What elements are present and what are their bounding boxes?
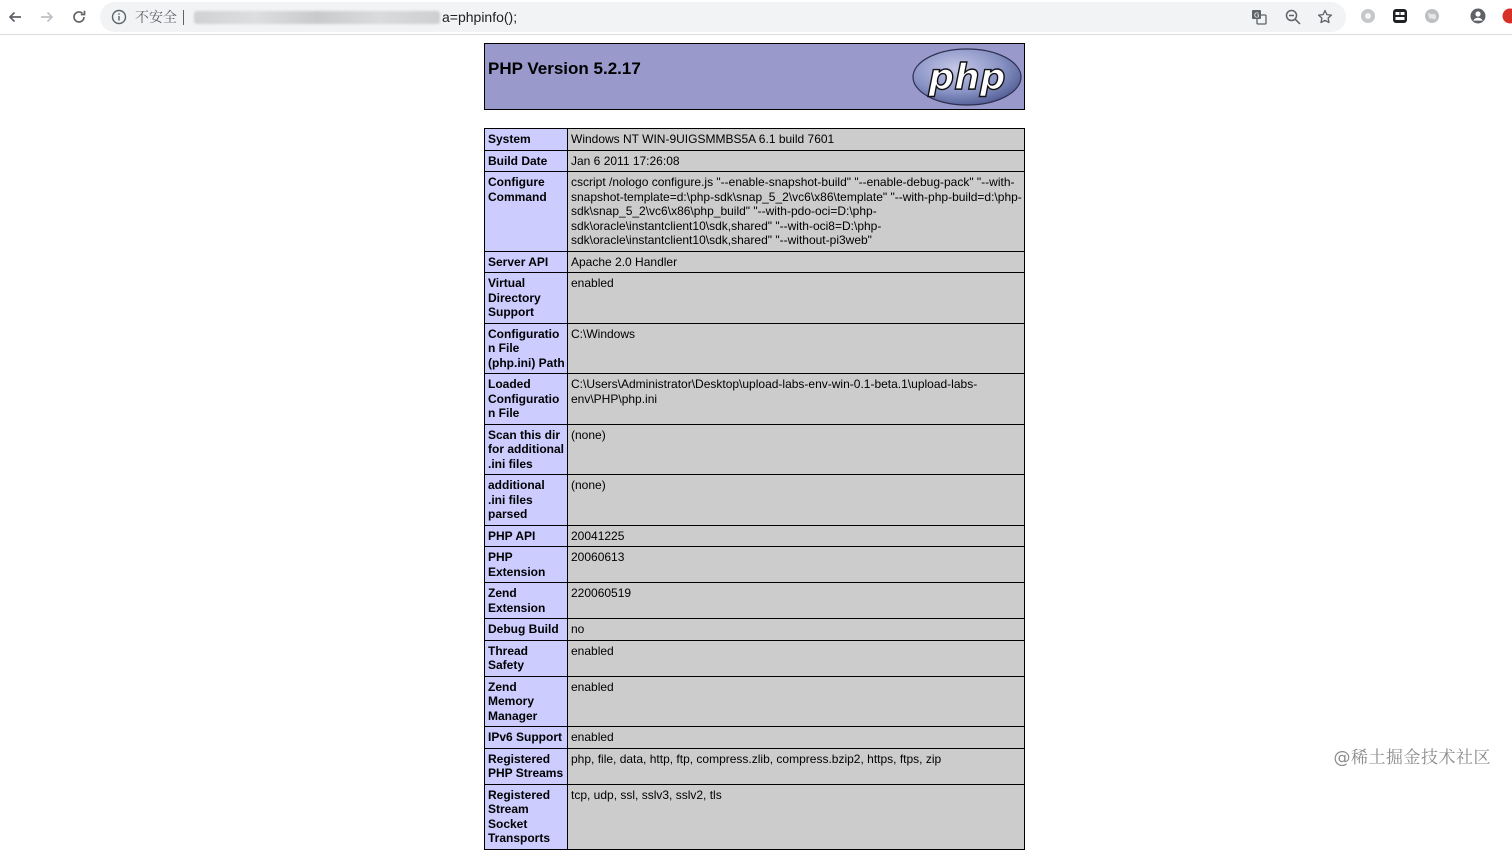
extension-icon[interactable]: [1360, 8, 1376, 24]
row-value: enabled: [568, 676, 1025, 727]
row-value: no: [568, 619, 1025, 641]
row-label: Debug Build: [485, 619, 568, 641]
row-label: additional .ini files parsed: [485, 475, 568, 526]
row-value: Apache 2.0 Handler: [568, 251, 1025, 273]
table-row: [485, 547, 1025, 583]
arrow-left-icon: [7, 9, 23, 25]
url-text[interactable]: a=phpinfo();: [442, 8, 517, 26]
arrow-right-icon: [39, 9, 55, 25]
row-value: 20060613: [568, 547, 1025, 583]
row-value: php, file, data, http, ftp, compress.zlib, compress.bzip2, https, ftps, zip: [568, 748, 1025, 784]
security-label[interactable]: 不安全: [135, 8, 177, 26]
phpinfo-container: [484, 43, 1025, 110]
row-value: (none): [568, 424, 1025, 475]
row-label: System: [485, 129, 568, 151]
table-row: [485, 374, 1025, 425]
address-separator: [183, 10, 184, 25]
table-row: [485, 583, 1025, 619]
table-row: [485, 676, 1025, 727]
row-label: PHP Extension: [485, 547, 568, 583]
row-value: 20041225: [568, 525, 1025, 547]
row-label: Thread Safety: [485, 640, 568, 676]
row-label: Server API: [485, 251, 568, 273]
table-row: [485, 323, 1025, 374]
row-label: Scan this dir for additional .ini files: [485, 424, 568, 475]
row-label: Registered Stream Socket Transports: [485, 784, 568, 849]
page-title: PHP Version 5.2.17: [488, 59, 641, 79]
browser-toolbar: [0, 0, 1512, 35]
row-value: tcp, udp, ssl, sslv3, sslv2, tls: [568, 784, 1025, 849]
row-value: Jan 6 2011 17:26:08: [568, 150, 1025, 172]
row-label: PHP API: [485, 525, 568, 547]
table-row: [485, 150, 1025, 172]
row-value: 220060519: [568, 583, 1025, 619]
row-value: C:\Users\Administrator\Desktop\upload-labs-env-win-0.1-beta.1\upload-labs-env\PHP\php.ini: [568, 374, 1025, 425]
update-badge-icon[interactable]: [1502, 8, 1512, 24]
table-row: [485, 273, 1025, 324]
row-value: enabled: [568, 273, 1025, 324]
svg-text:G: G: [1254, 12, 1259, 20]
back-button[interactable]: [3, 5, 27, 29]
row-label: Registered PHP Streams: [485, 748, 568, 784]
reload-button[interactable]: [67, 5, 91, 29]
row-value: enabled: [568, 640, 1025, 676]
row-label: IPv6 Support: [485, 727, 568, 749]
table-row: [485, 525, 1025, 547]
forward-button[interactable]: [35, 5, 59, 29]
row-label: Virtual Directory Support: [485, 273, 568, 324]
redacted-url: [194, 11, 440, 24]
table-row: [485, 129, 1025, 151]
table-row: [485, 748, 1025, 784]
table-row: [485, 475, 1025, 526]
row-label: Configure Command: [485, 172, 568, 252]
table-row: [485, 251, 1025, 273]
row-value: Windows NT WIN-9UIGSMMBS5A 6.1 build 7601: [568, 129, 1025, 151]
row-label: Zend Extension: [485, 583, 568, 619]
address-bar[interactable]: [100, 2, 1346, 32]
row-value: enabled: [568, 727, 1025, 749]
row-label: Configuration File (php.ini) Path: [485, 323, 568, 374]
watermark: @稀土掘金技术社区: [1334, 743, 1492, 768]
zoom-out-icon[interactable]: [1285, 9, 1301, 25]
row-value: cscript /nologo configure.js "--enable-snapshot-build" "--enable-debug-pack" "--with-snapshot-template=d:\php-sdk\snap_5_2\vc6\x86\template" "--with-php-build=d:\php-sdk\snap_5_2\vc6\x86\php_build" "--with-pdo-oci=D:\php-sdk\oracle\instantclient10\sdk,shared" "--with-oci8=D:\php-sdk\oracle\instantclient10\sdk,shared" "--without-pi3web": [568, 172, 1025, 252]
reload-icon: [71, 9, 87, 25]
table-row: [485, 784, 1025, 849]
row-value: C:\Windows: [568, 323, 1025, 374]
row-label: Loaded Configuration File: [485, 374, 568, 425]
table-row: [485, 172, 1025, 252]
svg-text:php: php: [927, 57, 1005, 98]
globe-extension-icon[interactable]: [1424, 8, 1440, 24]
table-row: [485, 727, 1025, 749]
row-value: (none): [568, 475, 1025, 526]
table-row: [485, 619, 1025, 641]
row-label: Zend Memory Manager: [485, 676, 568, 727]
phpinfo-table: [484, 128, 1025, 850]
table-row: [485, 424, 1025, 475]
table-row: [485, 640, 1025, 676]
star-icon[interactable]: [1317, 9, 1333, 25]
extension-dark-icon[interactable]: [1392, 8, 1408, 24]
php-logo-icon: [912, 48, 1022, 106]
row-label: Build Date: [485, 150, 568, 172]
translate-icon[interactable]: [1251, 9, 1267, 25]
php-version-header: [484, 43, 1025, 110]
info-icon[interactable]: [111, 9, 127, 25]
profile-avatar-icon[interactable]: [1470, 8, 1486, 24]
